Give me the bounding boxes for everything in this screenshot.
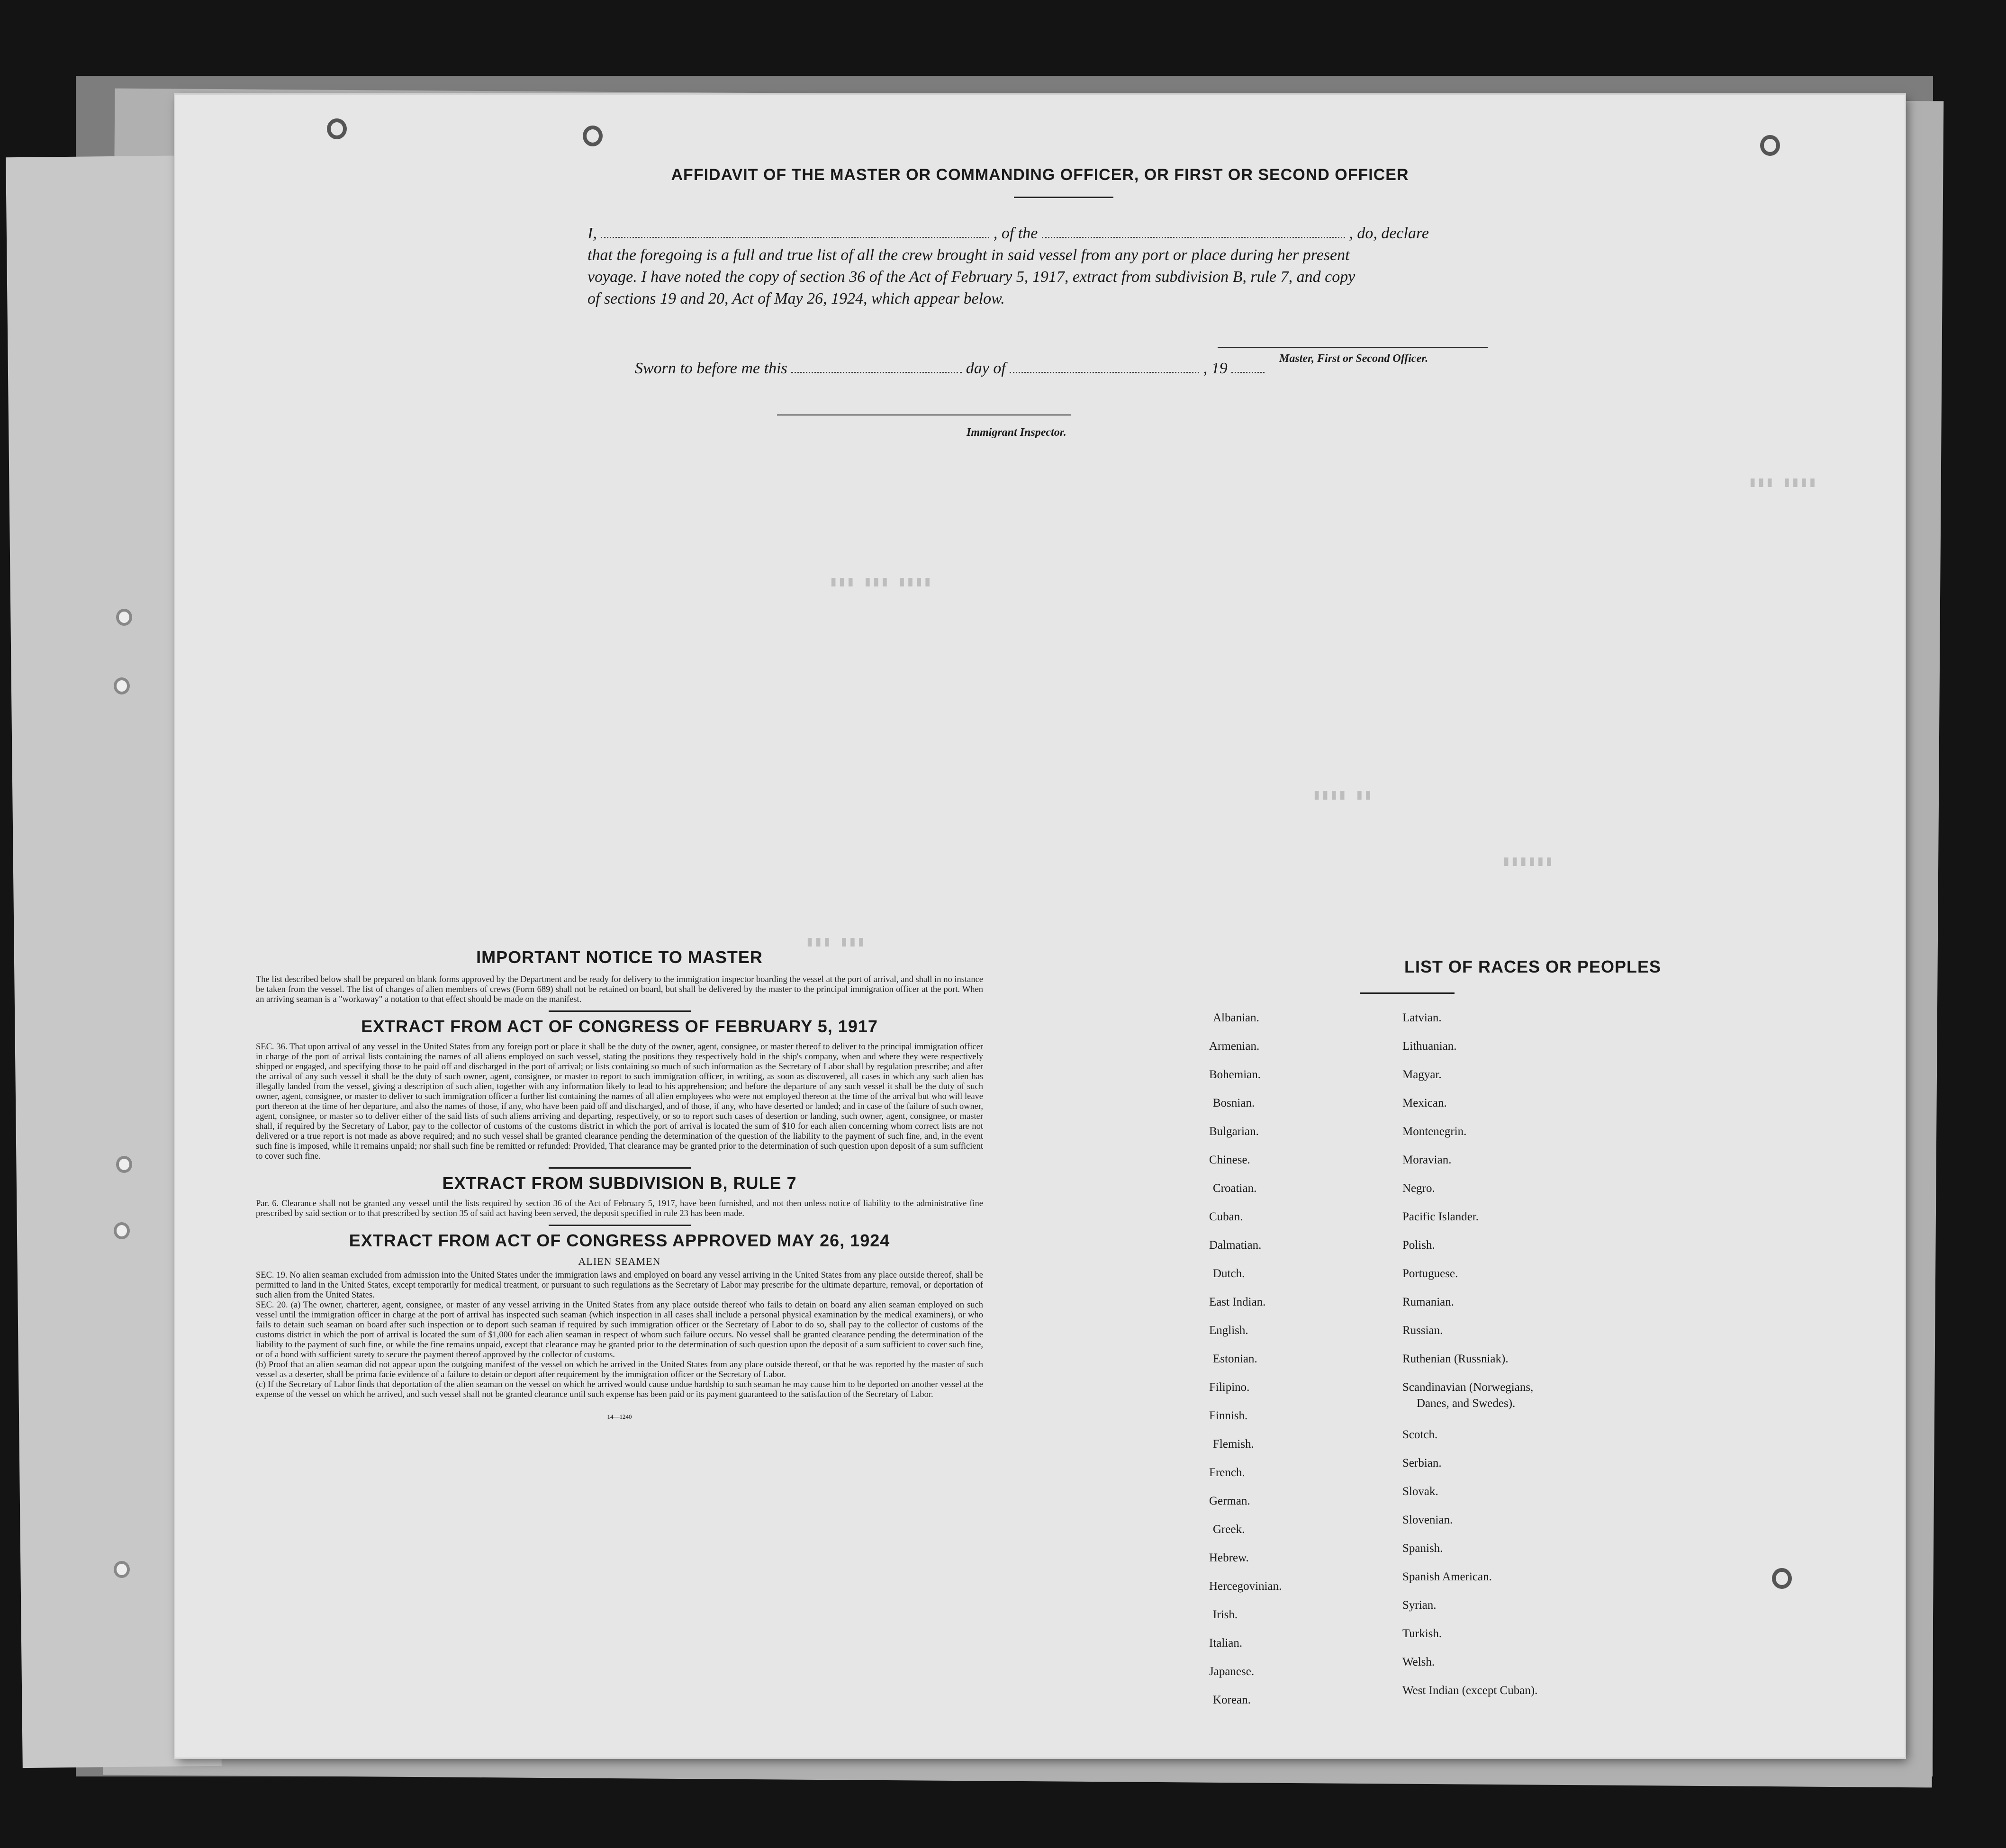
race-item: Bosnian.: [1213, 1097, 1255, 1109]
extract-rule7-title: EXTRACT FROM SUBDIVISION B, RULE 7: [442, 1173, 797, 1193]
declaration-statement-2: voyage. I have noted the copy of section 36 of the Act of February 5, 1917, extract from subdivision B, rule 7, and copy: [587, 268, 1355, 286]
race-item: Spanish American.: [1402, 1570, 1492, 1583]
extract-1924-subtitle: ALIEN SEAMEN: [578, 1255, 661, 1267]
race-item: Magyar.: [1402, 1068, 1442, 1081]
extract-1924-sec20a: SEC. 20. (a) The owner, charterer, agent, consignee, or master of any vessel arriving in the United States from any place outside thereof who fails to detain on board any alien seaman employed on such vessel until the immigration officer in charge at the port of arrival has inspected such seaman (which inspection in all cases shall include a personal physical examination by the medical examiners), or who fails to detain such seaman on board after such inspection or to deport such seaman if required by such immigration officer or the Secretary of Labor to do so, shall pay to the collector of customs of the customs district in which the port of arrival is located the sum of $1,000 for each alien seaman in respect of whom such failure occurs. No vessel shall be granted clearance pending the determination of the liability to the payment of such fine, or while the fine remains unpaid, except that clearance may be granted prior to the determination of such question upon the deposit of a sum sufficient to cover such fine, or of a bond with sufficient surety to secure the payment thereof approved by the collector of customs.: [256, 1300, 983, 1360]
punch-hole: [583, 126, 603, 146]
declaration-declare: , do, declare: [1349, 225, 1429, 242]
affidavit-title: AFFIDAVIT OF THE MASTER OR COMMANDING OFFICER, OR FIRST OR SECOND OFFICER: [671, 166, 1409, 184]
race-item: Lithuanian.: [1402, 1040, 1457, 1053]
race-item: English.: [1209, 1324, 1248, 1337]
race-item: Greek.: [1213, 1523, 1245, 1536]
race-item: Welsh.: [1402, 1656, 1435, 1668]
master-label: Master, First or Second Officer.: [1279, 352, 1428, 365]
declaration-name-line: [587, 223, 1729, 244]
punch-hole: [1760, 135, 1780, 156]
affidavit-sheet: [175, 95, 1905, 1758]
binding-hole: [116, 1156, 132, 1173]
declaration-statement-3: of sections 19 and 20, Act of May 26, 1924, which appear below.: [587, 290, 1005, 307]
declaration-statement-1: that the foregoing is a full and true list of all the crew brought in said vessel from any port or place during her present: [587, 246, 1350, 264]
race-item: Syrian.: [1402, 1599, 1437, 1612]
declaration-i: I,: [587, 225, 597, 242]
race-item: Danes, and Swedes).: [1417, 1397, 1516, 1410]
notice-text: The list described below shall be prepared on blank forms approved by the Department and be ready for delivery to the immigration inspector boarding the vessel at the port of arrival, and shall in no instance be taken from the vessel. The list of changes of alien members of crews (Form 689) shall not be retained on board, but shall be delivered by the master to the principal immigration officer at the port. When an arriving seaman is a "workaway" a notation to that effect should be made on the manifest.: [256, 975, 983, 1004]
section-rule: [549, 1225, 691, 1226]
bleed-through-text: ▮▮▮ ▮▮▮▮: [1748, 475, 1817, 491]
form-number: 14—1240: [607, 1413, 632, 1420]
bleed-through-text: ▮▮▮▮▮▮: [1502, 854, 1554, 870]
binding-hole: [114, 677, 130, 694]
race-item: German.: [1209, 1495, 1250, 1507]
race-item: Slovak.: [1402, 1485, 1438, 1498]
sworn-prefix: Sworn to before me this: [635, 360, 787, 377]
race-item: Latvian.: [1402, 1011, 1442, 1024]
extract-1924-sec20b: (b) Proof that an alien seaman did not appear upon the outgoing manifest of the vessel on which he arrived in the United States from any place outside thereof, or that he was reported by the master of such vessel as a deserter, shall be prima facie evidence of a failure to detain or deport after requirement by the immigration officer or the Secretary of Labor.: [256, 1360, 983, 1379]
sworn-year: , 19: [1203, 360, 1228, 377]
extract-rule7-text: Par. 6. Clearance shall not be granted any vessel until the lists required by section 36 of the Act of February 5, 1917, have been furnished, and not then unless notice of liability to the administrative fine prescribed by said section or to that prescribed by section 35 of said act having been served, the deposit specified in rule 23 has been made.: [256, 1199, 983, 1218]
race-item: West Indian (except Cuban).: [1402, 1684, 1538, 1697]
race-item: Croatian.: [1213, 1182, 1257, 1195]
race-item: Scotch.: [1402, 1428, 1438, 1441]
race-item: Cuban.: [1209, 1210, 1243, 1223]
extract-1924-sec19: SEC. 19. No alien seaman excluded from admission into the United States under the immigration laws and employed on board any vessel arriving in the United States from any place outside thereof, shall be permitted to land in the United States, except temporarily for medical treatment, or pursuant to such regulations as the Secretary of Labor may prescribe for the ultimate departure, removal, or deportation of such alien from the United States.: [256, 1271, 983, 1300]
race-item: Chinese.: [1209, 1154, 1250, 1166]
extract-1917-title: EXTRACT FROM ACT OF CONGRESS OF FEBRUARY 5, 1917: [361, 1017, 878, 1036]
race-item: Italian.: [1209, 1637, 1243, 1650]
binding-hole: [114, 1222, 130, 1239]
race-item: Russian.: [1402, 1324, 1443, 1337]
race-item: Mexican.: [1402, 1097, 1447, 1109]
race-item: Bohemian.: [1209, 1068, 1261, 1081]
punch-hole: [1772, 1568, 1792, 1589]
race-item: Turkish.: [1402, 1627, 1442, 1640]
master-signature-line: [1218, 347, 1488, 348]
race-item: Spanish.: [1402, 1542, 1443, 1555]
race-item: Hebrew.: [1209, 1551, 1249, 1564]
race-item: Montenegrin.: [1402, 1125, 1467, 1138]
notice-column: [256, 947, 983, 1421]
race-item: Ruthenian (Russniak).: [1402, 1352, 1509, 1365]
notice-title: IMPORTANT NOTICE TO MASTER: [476, 947, 763, 967]
title-rule: [1014, 197, 1113, 198]
race-item: Estonian.: [1213, 1352, 1257, 1365]
race-item: Armenian.: [1209, 1040, 1260, 1053]
races-title-rule: [1360, 992, 1455, 994]
inspector-label: Immigrant Inspector.: [967, 426, 1066, 439]
binding-hole: [116, 609, 132, 626]
race-item: Korean.: [1213, 1694, 1251, 1706]
race-item: Serbian.: [1402, 1457, 1442, 1469]
race-item: Rumanian.: [1402, 1296, 1455, 1308]
sworn-line: [635, 358, 1265, 379]
race-item: Pacific Islander.: [1402, 1210, 1479, 1223]
sworn-day: day of: [966, 360, 1006, 377]
race-item: Flemish.: [1213, 1438, 1254, 1451]
race-item: Moravian.: [1402, 1154, 1452, 1166]
race-item: Irish.: [1213, 1608, 1238, 1621]
extract-1924-sec20c: (c) If the Secretary of Labor finds that deportation of the alien seaman on the vessel on which he arrived would cause undue hardship to such seaman he may cause him to be deported on another vessel at the expense of the vessel on which he arrived, and such vessel shall not be granted clearance until such expense has been paid or its payment guaranteed to the satisfaction of the Secretary of Labor.: [256, 1380, 983, 1399]
race-item: Bulgarian.: [1209, 1125, 1259, 1138]
race-item: East Indian.: [1209, 1296, 1266, 1308]
race-item: Portuguese.: [1402, 1267, 1458, 1280]
race-item: Finnish.: [1209, 1409, 1248, 1422]
bleed-through-text: ▮▮▮▮ ▮▮: [1312, 788, 1373, 804]
race-item: French.: [1209, 1466, 1245, 1479]
extract-1924-title: EXTRACT FROM ACT OF CONGRESS APPROVED MAY 26, 1924: [349, 1231, 890, 1250]
race-item: Negro.: [1402, 1182, 1435, 1195]
declaration-block: [587, 223, 1729, 310]
race-item: Japanese.: [1209, 1665, 1255, 1678]
section-rule: [549, 1010, 691, 1012]
race-item: Dutch.: [1213, 1267, 1245, 1280]
bleed-through-text: ▮▮▮ ▮▮▮ ▮▮▮▮: [829, 575, 932, 591]
race-item: Slovenian.: [1402, 1514, 1453, 1526]
race-item: Dalmatian.: [1209, 1239, 1262, 1252]
extract-1917-text: SEC. 36. That upon arrival of any vessel in the United States from any foreign port or place it shall be the duty of the owner, agent, consignee, or master thereof to deliver to the principal immigration officer in charge of the port of arrival lists containing the names of all aliens employed on such vessel, stating the positions they respectively hold in the ship's company, when and where they were respectively shipped or engaged, and specifying those to be paid off and discharged in the port of arrival; or lists containing so much of such information as the Secretary of Labor shall by regulation prescribe; and after the arrival of any such vessel it shall be the duty of such owner, agent, consignee, or master to report to such immigration officer, in writing, as soon as discovered, all cases in which any such alien has illegally landed from the vessel, giving a description of such alien, together with any information likely to lead to his apprehension; and before the departure of any such vessel it shall be the duty of such owner, agent, consignee, or master to deliver to such immigration officer a further list containing the names of all alien employees who were not employed thereon at the time of the arrival but who will leave port thereon at the time of her departure, and also the names of those, if any, who have been paid off and discharged, and of those, if any, who have deserted or landed; and in case of the failure of such owner, agent, consignee, or master so to deliver either of the said lists of such aliens arriving and departing, respectively, or so to report such cases of desertion or landing, such owner, agent, consignee, or master shall, if required by the Secretary of Labor, pay to the collector of customs of the customs district in which the port of arrival is located the sum of $10 for each alien concerning whom correct lists are not delivered or a true report is not made as above required; and no such vessel shall be granted clearance pending the determination of the question of the liability to the payment of such fine, and, in the event such fine is imposed, while it remains unpaid; nor shall such fine be remitted or refunded: Provided, That clearance may be granted prior to the determination of such question upon deposit of a sum sufficient to cover such fine.: [256, 1042, 983, 1161]
punch-hole: [327, 118, 347, 139]
binding-hole: [114, 1561, 130, 1578]
race-item: Filipino.: [1209, 1381, 1250, 1394]
races-title: LIST OF RACES OR PEOPLES: [1404, 957, 1662, 976]
race-item: Scandinavian (Norwegians,: [1402, 1381, 1534, 1394]
declaration-of-the: , of the: [993, 225, 1038, 242]
race-item: Albanian.: [1213, 1011, 1259, 1024]
race-item: Hercegovinian.: [1209, 1580, 1282, 1593]
race-item: Polish.: [1402, 1239, 1435, 1252]
section-rule: [549, 1167, 691, 1169]
bleed-through-text: ▮▮▮ ▮▮▮: [805, 935, 866, 951]
